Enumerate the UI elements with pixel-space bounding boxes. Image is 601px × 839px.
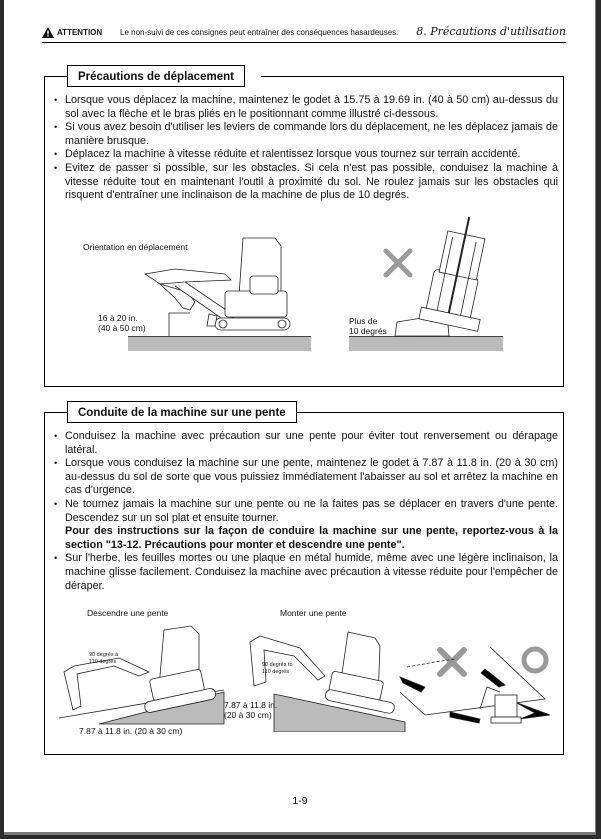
bullet-item: • Lorsque vous déplacez la machine, maintenez le godet à 15.75 à 19.69 in. (40 à 50 cm) au-dessus du sol avec la flèche et le bras pliés en le positionnant comme illustré ci-dessous. xyxy=(53,94,558,121)
height-label: 7.87 à 11.8 in. (20 à 30 cm) xyxy=(79,726,183,736)
tilted-excavator-illustration xyxy=(337,214,537,359)
section-title: Précautions de déplacement xyxy=(67,65,245,87)
figure-label: Descendre une pente xyxy=(87,608,169,618)
bullet-item: • Sur l'herbe, les feuilles mortes ou une plaque en métal humide, même avec une légère inclinaison, la machine glisse facilement. Conduisez la machine avec précaution à vitesse réduite pour l'empêcher de déraper. xyxy=(53,552,558,593)
page-header xyxy=(42,24,566,43)
chapter-title: 8. Précautions d'utilisation xyxy=(416,25,566,38)
height-label: 16 à 20 in. xyxy=(98,313,138,323)
attention-label: ATTENTION xyxy=(57,28,103,37)
figure-label: Orientation en déplacement xyxy=(83,242,188,252)
manual-page xyxy=(4,0,596,835)
reference-note: Pour des instructions sur la façon de conduire la machine sur une pente, reportez-vous à la section "13-12. Précautions pour monter et descendre une pente". xyxy=(65,525,558,551)
section-slope-driving xyxy=(44,407,564,755)
angle-label: 90 degrés to xyxy=(262,662,293,668)
figure-ascend-slope xyxy=(224,602,410,732)
angle-label: 110 degrés xyxy=(89,659,117,665)
height-label: 7.87 à 11.8 in. xyxy=(224,700,278,710)
tilt-label: 10 degrés xyxy=(349,326,387,336)
figure-tilt-warning xyxy=(337,214,537,359)
bullet-item: • Evitez de passer si possible, sur les obstacles. Si cela n'est pas possible, conduisez la machine à vitesse réduite tout en maintenant l'outil à proximité du sol. Ne roulez jamais sur les obstacles qui risquent d'entraîner une inclinaison de la machine de plus de 10 degrés. xyxy=(53,162,558,203)
bullet-list xyxy=(53,430,558,593)
warning-triangle-icon xyxy=(42,27,54,38)
angle-label: 90 degrés à xyxy=(89,652,119,658)
bullet-item: • Si vous avez besoin d'utiliser les leviers de commande lors du déplacement, ne les déplacez jamais de manière brusque. xyxy=(53,121,558,148)
bullet-item: • Déplacez la machine à vitesse réduite et ralentissez lorsque vous tournez sur terrain accidenté. xyxy=(53,148,558,162)
page-number: 1-9 xyxy=(292,795,308,807)
tilt-label: Plus de xyxy=(349,316,378,326)
slope-directions-illustration xyxy=(395,637,565,737)
bullet-text: Ne tournez jamais la machine sur une pente ou ne la faites pas se déplacer en travers d'une pente. Descendez sur un sol plat et ensuite tourner. xyxy=(65,497,558,524)
bullet-item: • Lorsque vous conduisez la machine sur une pente, maintenez le godet à 7.87 à 11.8 in. (20 à 30 cm) au-dessus du sol de sorte que vous puissiez immédiatement l'abaisser au sol et arrêtez la machine en cas d'urgence. xyxy=(53,457,558,498)
excavator-illustration xyxy=(75,236,315,356)
figure-label: Monter une pente xyxy=(280,608,347,618)
height-label: (20 à 30 cm) xyxy=(224,710,272,720)
bullet-list xyxy=(53,94,558,203)
section-travel-precautions xyxy=(44,71,564,387)
figure-descend-slope xyxy=(59,602,244,742)
bullet-item: • Conduisez la machine avec précaution sur une pente pour éviter tout renversement ou dérapage latéral. xyxy=(53,430,558,457)
figure-cross-slope xyxy=(395,637,565,737)
section-title: Conduite de la machine sur une pente xyxy=(67,401,297,423)
height-label: (40 à 50 cm) xyxy=(98,323,146,333)
figure-travel-orientation xyxy=(75,236,315,356)
angle-label: 110 degrés xyxy=(262,669,290,675)
excavator-descend-illustration xyxy=(59,602,244,742)
attention-message: Le non-suivi de ces consignes peut entraîner des conséquences hasardeuses. xyxy=(120,28,399,37)
bullet-item xyxy=(53,498,558,552)
